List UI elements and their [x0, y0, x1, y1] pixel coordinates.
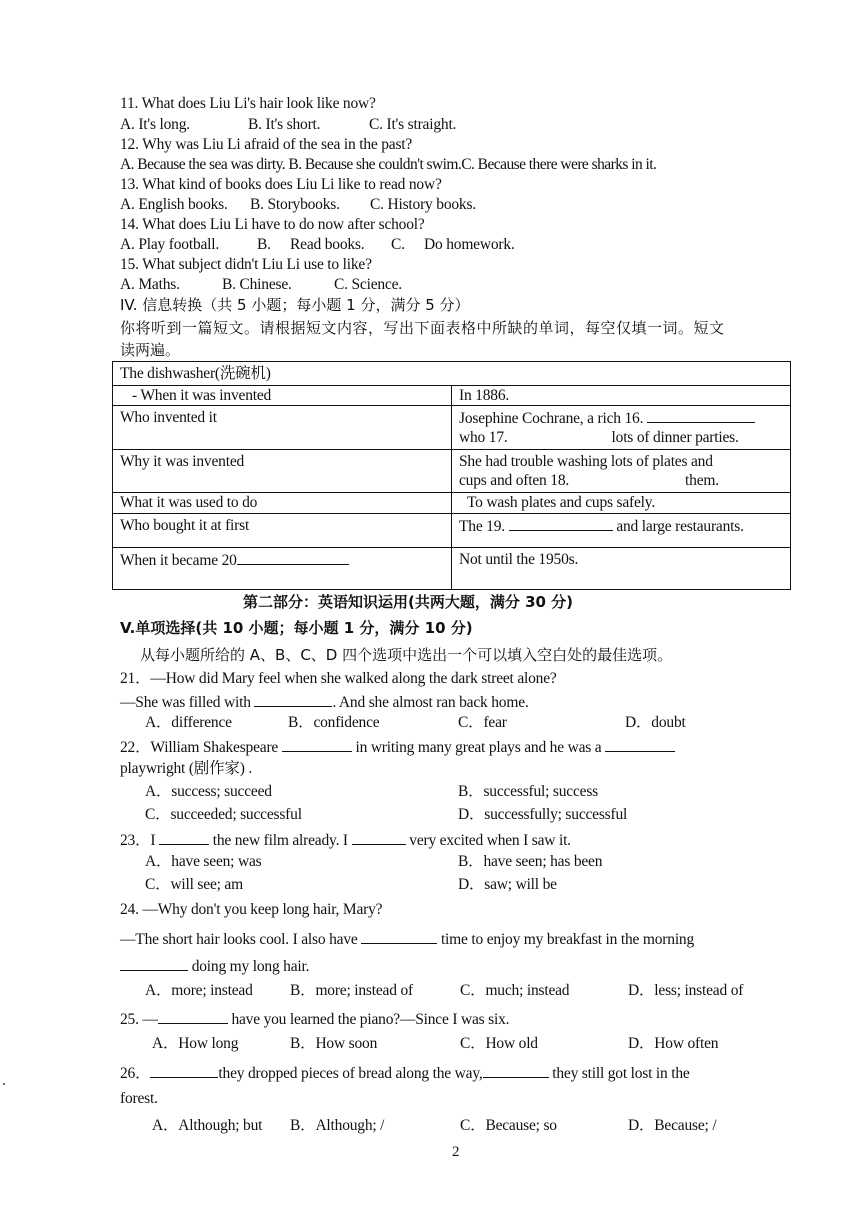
question-21-response-a: —She was filled with	[120, 694, 251, 711]
question-11-option-b: B. It's short.	[248, 116, 321, 133]
question-14-option-b-letter: B.	[257, 236, 271, 253]
info-transfer-table	[112, 361, 791, 590]
row1-left: - When it was invented	[132, 387, 272, 404]
row6-left: When it became 20	[120, 552, 237, 569]
question-23-option-d[interactable]: D．saw; will be	[458, 876, 557, 893]
table-row-when-invented-label	[113, 386, 452, 406]
question-25-stem	[120, 1009, 509, 1029]
table-title-text: The dishwasher(洗碗机)	[120, 365, 271, 382]
table-row-who-bought-label	[113, 514, 452, 548]
question-15-option-c: C. Science.	[334, 276, 402, 293]
section-4-instruction-line2: 读两遍。	[120, 341, 181, 359]
question-11-option-c: C. It's straight.	[369, 116, 457, 133]
section-5-instruction: 从每小题所给的 A、B、C、D 四个选项中选出一个可以填入空白处的最佳选项。	[140, 646, 673, 664]
row3-right-c: them.	[685, 472, 719, 489]
question-24-stem: 24. —Why don't you keep long hair, Mary?	[120, 901, 383, 918]
section-4-heading: IV. 信息转换（共 5 小题；每小题 1 分，满分 5 分）	[120, 296, 470, 314]
row3-left: Why it was invented	[120, 453, 245, 470]
question-26-stem-a: 26．	[120, 1065, 151, 1082]
question-12: 12. Why was Liu Li afraid of the sea in the past?	[120, 136, 413, 153]
question-23-option-a[interactable]: A．have seen; was	[145, 853, 262, 870]
row3-right-a: She had trouble washing lots of plates and	[459, 453, 713, 470]
question-24-response-c: doing my long hair.	[191, 958, 310, 975]
question-12-options: A. Because the sea was dirty. B. Because she couldn't swim.C. Because there were sharks in it.	[120, 156, 657, 173]
row4-right: To wash plates and cups safely.	[467, 494, 655, 511]
row2-right-b: who 17.	[459, 429, 508, 446]
question-25-option-c[interactable]: C．How old	[460, 1035, 538, 1052]
question-11: 11. What does Liu Li's hair look like now?	[120, 95, 376, 112]
question-22-option-a[interactable]: A．success; succeed	[145, 783, 272, 800]
question-22-stem-c: playwright (剧作家) .	[120, 760, 253, 777]
question-25-option-a[interactable]: A．How long	[152, 1035, 239, 1052]
table-row-why-invented-label	[113, 450, 452, 493]
question-24-response-b: time to enjoy my breakfast in the morning	[440, 931, 695, 948]
row2-right-a: Josephine Cochrane, a rich 16.	[459, 410, 644, 427]
row2-right-c: lots of dinner parties.	[611, 429, 739, 446]
blank-18[interactable]	[569, 471, 685, 485]
row5-right-c: and large restaurants.	[616, 518, 744, 535]
question-24-blank-1[interactable]	[361, 929, 437, 944]
question-23-option-c[interactable]: C．will see; am	[145, 876, 243, 893]
table-row-when-became-value	[452, 548, 791, 590]
question-24-blank-2[interactable]	[120, 956, 188, 971]
question-26-stem-b: they dropped pieces of bread along the way,	[218, 1065, 483, 1082]
question-15: 15. What subject didn't Liu Li use to like?	[120, 256, 372, 273]
page-number: 2	[452, 1144, 460, 1160]
question-26-blank-2[interactable]	[483, 1063, 549, 1078]
row1-right: In 1886.	[459, 387, 510, 404]
question-24-response-line2	[120, 956, 309, 976]
question-14-option-c: Do homework.	[424, 236, 515, 253]
table-row-who-invented-value	[452, 406, 791, 450]
question-23-stem-b: the new film already. I	[212, 832, 348, 849]
table-row-used-for-value	[452, 493, 791, 514]
question-23-blank-1[interactable]	[159, 830, 209, 845]
question-13-option-b: B. Storybooks.	[250, 196, 340, 213]
question-21-blank[interactable]	[254, 692, 332, 707]
blank-20[interactable]	[237, 550, 349, 565]
question-14: 14. What does Liu Li have to do now after school?	[120, 216, 425, 233]
question-22-option-c[interactable]: C．succeeded; successful	[145, 806, 302, 823]
blank-19[interactable]	[509, 516, 613, 531]
question-24-option-c[interactable]: C．much; instead	[460, 982, 570, 999]
question-25-option-d[interactable]: D．How often	[628, 1035, 719, 1052]
question-22-blank-1[interactable]	[282, 737, 352, 752]
question-24-response-a: —The short hair looks cool. I also have	[120, 931, 358, 948]
question-21-stem: 21．—How did Mary feel when she walked along the dark street alone?	[120, 670, 557, 687]
question-25-option-b[interactable]: B．How soon	[290, 1035, 378, 1052]
question-14-option-b: Read books.	[290, 236, 365, 253]
row3-right-b: cups and often 18.	[459, 472, 570, 489]
question-26-option-b[interactable]: B．Although; /	[290, 1117, 385, 1134]
question-26-option-a[interactable]: A．Although; but	[152, 1117, 263, 1134]
question-13-option-a: A. English books.	[120, 196, 228, 213]
row2-left: Who invented it	[120, 409, 217, 426]
question-24-option-a[interactable]: A．more; instead	[145, 982, 253, 999]
question-21-response-b: . And she almost ran back home.	[332, 694, 529, 711]
question-24-option-b[interactable]: B．more; instead of	[290, 982, 413, 999]
section-4-instruction-line1: 你将听到一篇短文。请根据短文内容，写出下面表格中所缺的单词，每空仅填一词。短文	[120, 319, 725, 337]
table-row-why-invented-value	[452, 450, 791, 493]
question-25-stem-b: have you learned the piano?—Since I was six.	[231, 1011, 510, 1028]
question-24-response	[120, 929, 694, 949]
question-25-stem-a: 25. —	[120, 1011, 158, 1028]
blank-16[interactable]	[647, 408, 755, 423]
question-26-stem-c: they still got lost in the	[552, 1065, 690, 1082]
question-13-option-c: C. History books.	[370, 196, 476, 213]
row6-right: Not until the 1950s.	[459, 551, 579, 568]
question-26-option-d[interactable]: D．Because; /	[628, 1117, 717, 1134]
question-23-stem-c: very excited when I saw it.	[409, 832, 571, 849]
question-13: 13. What kind of books does Liu Li like to read now?	[120, 176, 442, 193]
row5-left: Who bought it at first	[120, 517, 250, 534]
question-26-stem-d: forest.	[120, 1090, 158, 1107]
question-23-stem-a: 23．I	[120, 832, 156, 849]
table-row-used-for-label	[113, 493, 452, 514]
question-22-stem	[120, 737, 675, 757]
row4-left: What it was used to do	[120, 494, 258, 511]
question-21-option-a[interactable]: A．difference	[145, 714, 232, 731]
question-23-stem	[120, 830, 571, 850]
question-26-blank-1[interactable]	[150, 1063, 218, 1078]
table-row-who-invented-label	[113, 406, 452, 450]
question-22-stem-a: 22．William Shakespeare	[120, 739, 279, 756]
scan-speck	[3, 1083, 5, 1085]
part-2-heading: 第二部分：英语知识运用(共两大题，满分 30 分)	[243, 593, 574, 611]
question-15-option-b: B. Chinese.	[222, 276, 292, 293]
question-21-option-b[interactable]: B．confidence	[288, 714, 380, 731]
question-23-option-b[interactable]: B．have seen; has been	[458, 853, 603, 870]
question-15-option-a: A. Maths.	[120, 276, 180, 293]
question-25-blank[interactable]	[158, 1009, 228, 1024]
question-22-blank-2[interactable]	[605, 737, 675, 752]
question-14-option-c-letter: C.	[391, 236, 405, 253]
question-22-option-b[interactable]: B．successful; success	[458, 783, 599, 800]
question-21-option-d[interactable]: D．doubt	[625, 714, 686, 731]
question-24-option-d[interactable]: D．less; instead of	[628, 982, 744, 999]
question-22-option-d[interactable]: D．successfully; successful	[458, 806, 628, 823]
question-23-blank-2[interactable]	[352, 830, 406, 845]
question-21-option-c[interactable]: C．fear	[458, 714, 507, 731]
table-title	[113, 362, 791, 386]
section-5-heading: V.单项选择(共 10 小题；每小题 1 分，满分 10 分)	[120, 619, 473, 637]
question-22-stem-b: in writing many great plays and he was a	[355, 739, 602, 756]
row5-right-a: The 19.	[459, 518, 505, 535]
table-row-when-became-label	[113, 548, 452, 590]
question-26-stem	[120, 1063, 690, 1083]
table-row-who-bought-value	[452, 514, 791, 548]
question-26-option-c[interactable]: C．Because; so	[460, 1117, 557, 1134]
question-21-response	[120, 692, 529, 712]
question-14-option-a: A. Play football.	[120, 236, 220, 253]
question-11-option-a: A. It's long.	[120, 116, 190, 133]
table-row-when-invented-value	[452, 386, 791, 406]
blank-17[interactable]	[508, 428, 612, 442]
